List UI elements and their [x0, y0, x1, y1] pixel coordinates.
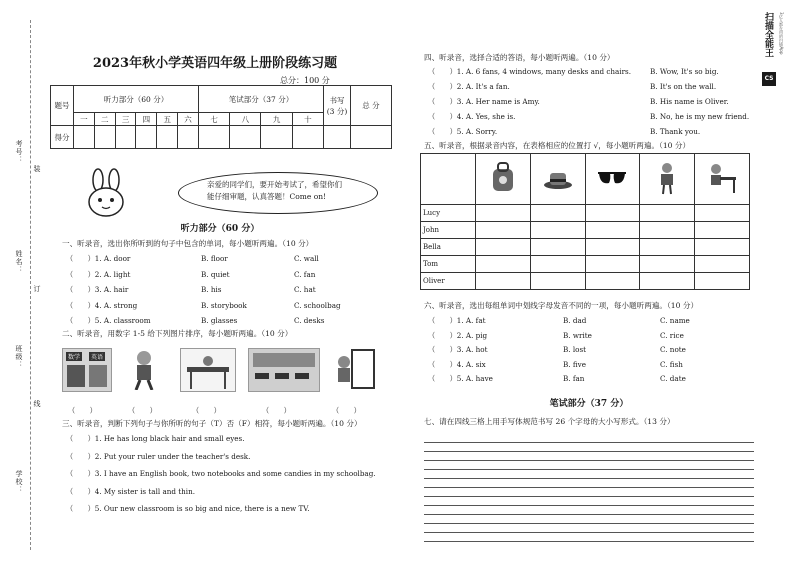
q5-name-cell: Tom — [421, 256, 476, 273]
q1-option-a[interactable]: （ ）5. A. classroom — [66, 316, 151, 325]
score-table-num: 三 — [115, 113, 136, 126]
q2-blank[interactable]: （ ） — [332, 406, 361, 415]
score-cell[interactable] — [230, 126, 261, 149]
q5-answer-cell[interactable] — [530, 239, 585, 256]
score-cell[interactable] — [198, 126, 229, 149]
q6-option-c[interactable]: C. fish — [660, 359, 683, 369]
boy-picture — [122, 348, 168, 390]
q1-title: 一、听录音，选出你所听到的句子中包含的单词，每小题听两遍。（10 分） — [62, 239, 314, 248]
q5-answer-cell[interactable] — [476, 239, 531, 256]
q4-list — [428, 67, 748, 142]
books-picture — [62, 348, 112, 392]
q7-title: 七、请在四线三格上用手写体规范书写 26 个字母的大小写形式。（13 分） — [424, 417, 675, 426]
listening-section-heading: 听力部分（60 分） — [180, 224, 260, 234]
seal-margin — [0, 0, 50, 561]
q5-answer-cell[interactable] — [640, 256, 695, 273]
q6-option-b[interactable]: B. lost — [563, 345, 587, 354]
q2-blank[interactable]: （ ） — [262, 406, 291, 415]
score-table-num: 九 — [261, 113, 292, 126]
scanner-watermark — [758, 12, 788, 132]
q3-item[interactable]: （ ）5. Our new classroom is so big and nice, there is a new TV. — [66, 504, 310, 513]
q1-option-b[interactable]: B. storybook — [201, 300, 247, 310]
list-item — [428, 67, 748, 82]
q5-header-cell — [695, 154, 750, 205]
score-table-writing: 笔试部分（37 分） — [198, 86, 323, 113]
score-cell[interactable] — [115, 126, 136, 149]
q5-answer-cell[interactable] — [585, 273, 640, 290]
desk-boy-icon — [706, 161, 738, 195]
score-table-num: 八 — [230, 113, 261, 126]
schoolbag-icon — [487, 161, 519, 195]
q6-option-b[interactable]: B. dad — [563, 316, 587, 325]
q1-option-b[interactable]: B. floor — [201, 254, 228, 263]
desk-picture — [180, 348, 236, 392]
list-item — [66, 254, 366, 270]
q5-name-cell: John — [421, 222, 476, 239]
score-table-shuxie: 书写 (3 分) — [324, 86, 351, 126]
book-label-math: 数学 — [68, 354, 81, 361]
score-table-tihao: 题号 — [51, 86, 74, 126]
q4-title: 四、听录音，选择合适的答语，每小题听两遍。（10 分） — [424, 53, 615, 62]
score-table-num: 四 — [136, 113, 157, 126]
table-row — [421, 239, 750, 256]
score-table-total: 总 分 — [351, 86, 392, 126]
score-table-listening: 听力部分（60 分） — [74, 86, 199, 113]
q3-item[interactable]: （ ）4. My sister is tall and thin. — [66, 486, 195, 496]
q1-option-c[interactable]: C. wall — [294, 254, 319, 263]
speech-bubble — [178, 172, 378, 214]
q3-item[interactable]: （ ）1. He has long black hair and small eyes. — [66, 434, 245, 443]
q5-answer-cell[interactable] — [476, 222, 531, 239]
score-cell[interactable] — [324, 126, 351, 149]
q1-list — [66, 254, 366, 332]
boy-icon — [651, 161, 683, 195]
q5-header-cell — [476, 154, 531, 205]
q5-header-cell — [585, 154, 640, 205]
q5-answer-cell[interactable] — [640, 273, 695, 290]
q6-option-a[interactable]: （ ）3. A. hot — [428, 345, 488, 354]
q1-option-b[interactable]: B. quiet — [201, 269, 230, 279]
q4-option-a[interactable]: （ ）2. A. It's a fan. — [428, 82, 510, 91]
score-table-num: 二 — [94, 113, 115, 126]
q6-option-b[interactable]: B. five — [563, 359, 586, 369]
q6-option-b[interactable]: B. write — [563, 330, 592, 340]
score-table — [50, 85, 392, 149]
q5-answer-cell[interactable] — [476, 273, 531, 290]
cat-window-picture — [330, 348, 378, 390]
q6-list — [428, 316, 748, 389]
score-cell[interactable] — [157, 126, 178, 149]
brand-name: 扫描全能王 — [763, 12, 773, 57]
list-item — [428, 345, 748, 360]
q5-header-cell — [530, 154, 585, 205]
q5-answer-cell[interactable] — [530, 256, 585, 273]
q6-title: 六、听录音，选出每组单词中划线字母发音不同的一项，每小题听两遍。（10 分） — [424, 301, 699, 310]
q1-option-c[interactable]: C. fan — [294, 269, 316, 279]
q5-answer-cell[interactable] — [640, 239, 695, 256]
q4-option-b[interactable]: B. His name is Oliver. — [650, 97, 729, 106]
q5-answer-cell[interactable] — [585, 205, 640, 222]
q6-option-c[interactable]: C. note — [660, 345, 686, 354]
bubble-line-2: 能仔细审题，认真答题！Come on! — [207, 192, 327, 201]
q1-option-a[interactable]: （ ）3. A. hair — [66, 285, 129, 294]
q5-answer-cell[interactable] — [585, 256, 640, 273]
seal-label-xingming: 姓名： — [15, 250, 23, 274]
q6-option-c[interactable]: C. rice — [660, 330, 684, 340]
score-cell[interactable] — [136, 126, 157, 149]
table-row — [421, 273, 750, 290]
q5-answer-cell[interactable] — [530, 205, 585, 222]
q5-answer-cell[interactable] — [640, 205, 695, 222]
seal-mark-zhuang: 装 — [33, 165, 41, 173]
score-table-num: 六 — [178, 113, 199, 126]
q1-option-a[interactable]: （ ）4. A. strong — [66, 300, 138, 310]
q5-answer-cell[interactable] — [585, 239, 640, 256]
q1-option-c[interactable]: C. hat — [294, 285, 316, 294]
list-item — [66, 301, 366, 317]
seal-mark-ding: 订 — [33, 285, 41, 293]
q5-answer-cell[interactable] — [695, 273, 750, 290]
writing-section-heading: 笔试部分（37 分） — [549, 399, 629, 409]
score-cell[interactable] — [351, 126, 392, 149]
q3-item[interactable]: （ ）2. Put your ruler under the teacher's desk. — [66, 451, 251, 461]
q5-answer-cell[interactable] — [695, 256, 750, 273]
exam-title: 2023年秋小学英语四年级上册阶段练习题 — [92, 56, 338, 71]
list-item — [428, 97, 748, 112]
list-item — [428, 360, 748, 375]
q5-table — [420, 153, 750, 290]
q3-list — [66, 434, 376, 522]
q4-option-a[interactable]: （ ）1. A. 6 fans, 4 windows, many desks and chairs. — [428, 67, 632, 76]
q4-option-b[interactable]: B. Thank you. — [650, 127, 701, 136]
q5-answer-cell[interactable] — [695, 239, 750, 256]
q6-option-a[interactable]: （ ）5. A. have — [428, 374, 493, 383]
q2-blank[interactable]: （ ） — [192, 406, 221, 415]
q5-answer-cell[interactable] — [530, 222, 585, 239]
brand-subtitle: 3亿人都在用的扫描App — [779, 12, 784, 55]
list-item — [428, 82, 748, 97]
q5-name-cell: Oliver — [421, 273, 476, 290]
score-table-defen: 得分 — [51, 126, 74, 149]
q6-option-c[interactable]: C. name — [660, 316, 690, 325]
q5-corner-cell — [421, 154, 476, 205]
q3-item[interactable]: （ ）3. I have an English book, two notebooks and some candies in my schoolbag. — [66, 469, 376, 478]
q5-answer-cell[interactable] — [640, 222, 695, 239]
glasses-icon — [596, 161, 628, 195]
book-label-english: 英语 — [91, 354, 104, 361]
list-item — [428, 112, 748, 127]
handwriting-lines[interactable] — [424, 434, 754, 542]
q4-option-b[interactable]: B. It's on the wall. — [650, 82, 717, 91]
q2-blank[interactable]: （ ） — [68, 406, 97, 415]
q6-option-c[interactable]: C. date — [660, 374, 686, 383]
q1-option-a[interactable]: （ ）2. A. light — [66, 269, 131, 279]
q1-option-a[interactable]: （ ）1. A. door — [66, 254, 131, 263]
seal-mark-xian: 线 — [33, 400, 41, 408]
q4-option-b[interactable]: B. No, he is my new friend. — [650, 112, 750, 121]
q5-answer-cell[interactable] — [695, 222, 750, 239]
q3-title: 三、听录音，判断下列句子与你所听的句子（T）否（F）相符，每小题听两遍。（10 分） — [62, 419, 362, 428]
seal-label-kaohao: 考号： — [15, 140, 23, 164]
score-cell[interactable] — [74, 126, 95, 149]
q5-answer-cell[interactable] — [476, 205, 531, 222]
q5-header-cell — [640, 154, 695, 205]
classroom-picture — [248, 348, 320, 392]
q5-answer-cell[interactable] — [476, 256, 531, 273]
q1-option-c[interactable]: C. desks — [294, 316, 325, 325]
score-table-num: 十 — [292, 113, 323, 126]
q2-blank[interactable]: （ ） — [128, 406, 157, 415]
hat-icon — [542, 161, 574, 195]
q5-answer-cell[interactable] — [530, 273, 585, 290]
cs-logo-icon: CS — [762, 72, 776, 86]
q5-title: 五、听录音，根据录音内容，在表格相应的位置打 √，每小题听两遍。（10 分） — [424, 141, 691, 150]
score-table-num: 一 — [74, 113, 95, 126]
total-score: 总分：100 分 — [280, 76, 330, 85]
q4-option-a[interactable]: （ ）3. A. Her name is Amy. — [428, 97, 540, 106]
table-row — [421, 205, 750, 222]
q5-answer-cell[interactable] — [695, 205, 750, 222]
q4-option-b[interactable]: B. Wow, It's so big. — [650, 67, 719, 76]
table-row — [421, 222, 750, 239]
q4-option-a[interactable]: （ ）4. A. Yes, she is. — [428, 112, 516, 121]
q5-name-cell: Bella — [421, 239, 476, 256]
bubble-line-1: 亲爱的同学们，要开始考试了，希望你们 — [207, 180, 342, 189]
score-cell[interactable] — [292, 126, 323, 149]
score-table-num: 七 — [198, 113, 229, 126]
q1-option-b[interactable]: B. his — [201, 285, 222, 294]
q6-option-b[interactable]: B. fan — [563, 374, 585, 383]
q5-name-cell: Lucy — [421, 205, 476, 222]
list-item — [66, 270, 366, 286]
q2-pictures — [62, 348, 382, 394]
q2-title: 二、听录音，用数字 1-5 给下列图片排序，每小题听两遍。（10 分） — [62, 329, 293, 338]
seal-label-xuexiao: 学校： — [15, 470, 23, 494]
bunny-icon — [82, 168, 130, 218]
score-cell[interactable] — [261, 126, 292, 149]
q6-option-a[interactable]: （ ）2. A. pig — [428, 330, 488, 340]
table-row — [421, 256, 750, 273]
score-table-num: 五 — [157, 113, 178, 126]
q1-option-b[interactable]: B. glasses — [201, 316, 238, 325]
q5-answer-cell[interactable] — [585, 222, 640, 239]
list-item — [428, 316, 748, 331]
seal-label-banji: 班级： — [15, 345, 23, 369]
score-cell[interactable] — [178, 126, 199, 149]
q4-option-a[interactable]: （ ）5. A. Sorry. — [428, 127, 498, 136]
list-item — [428, 374, 748, 389]
q1-option-c[interactable]: C. schoolbag — [294, 300, 341, 310]
q6-option-a[interactable]: （ ）4. A. six — [428, 359, 486, 369]
list-item — [428, 331, 748, 346]
q6-option-a[interactable]: （ ）1. A. fat — [428, 316, 486, 325]
list-item — [66, 285, 366, 301]
seal-dashed-line — [30, 20, 31, 550]
score-cell[interactable] — [94, 126, 115, 149]
